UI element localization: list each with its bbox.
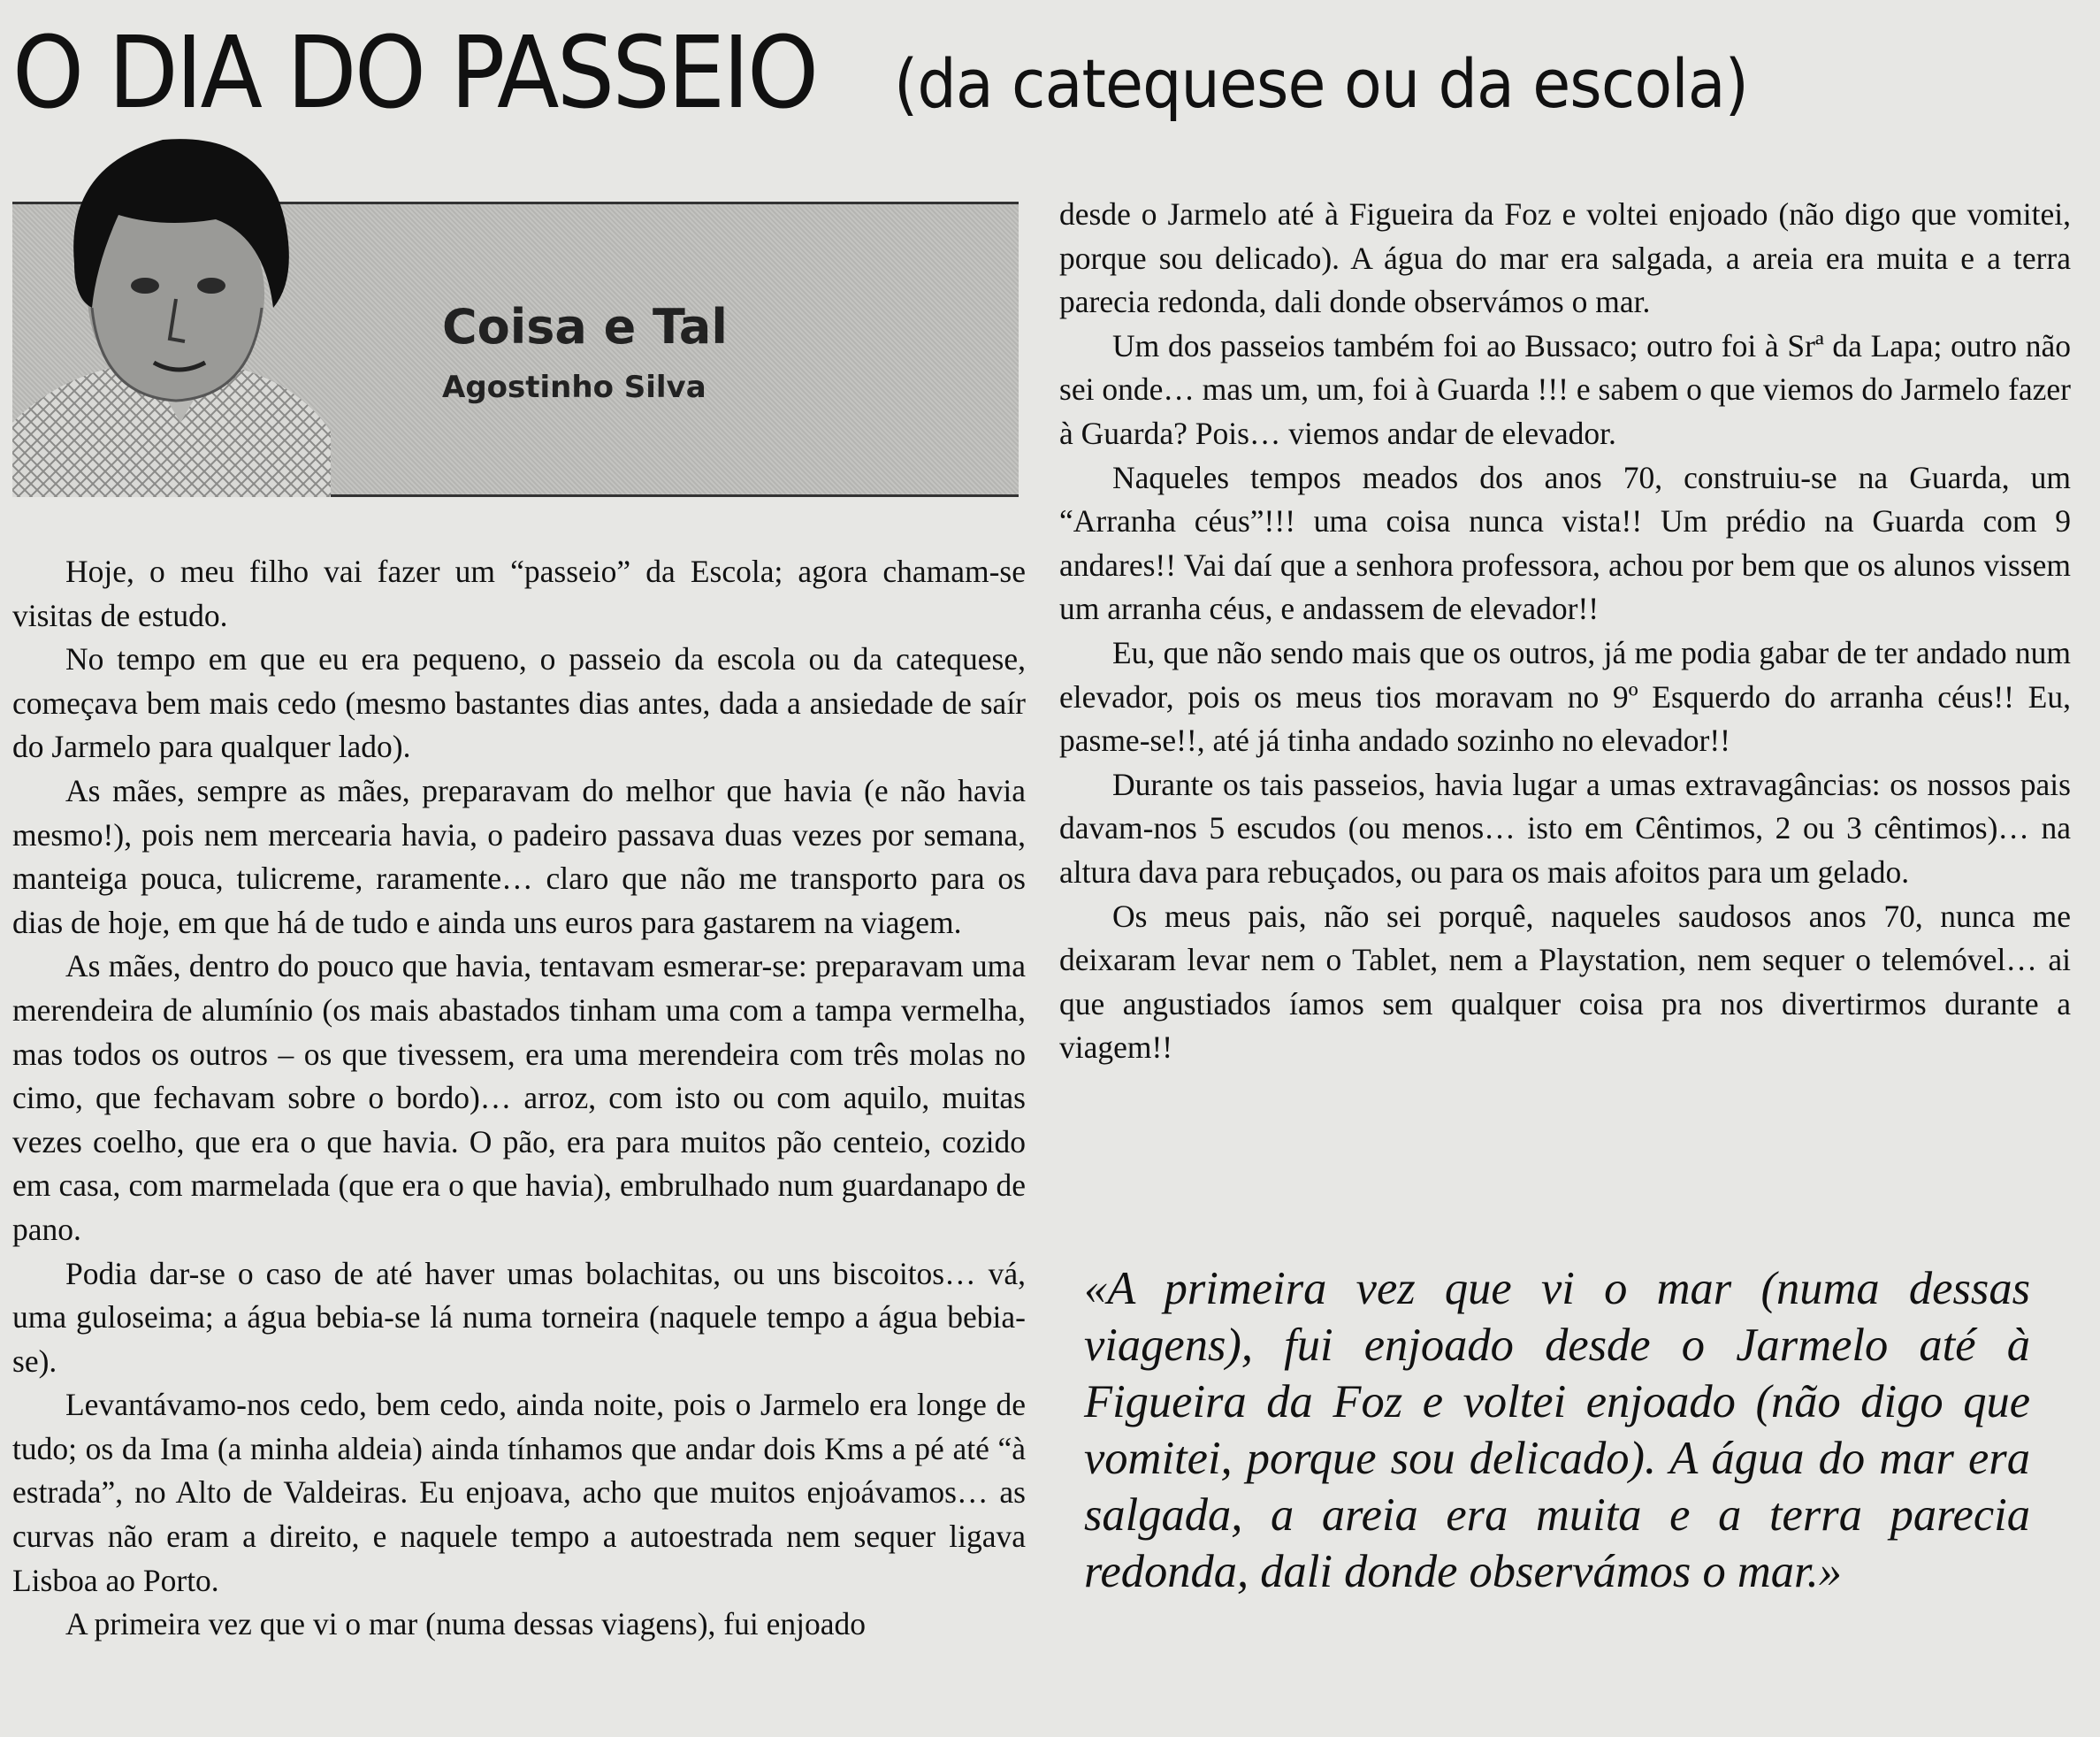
paragraph: Um dos passeios também foi ao Bussaco; outro foi à Srª da Lapa; outro não sei onde… mas um, um, foi à Guarda !!! e sabem o que viemos do Jarmelo fazer à Guarda? Pois… viemos andar de elevador. xyxy=(1059,327,2071,451)
paragraph: Levantávamo-nos cedo, bem cedo, ainda noite, pois o Jarmelo era longe de tudo; os da Ima (a minha aldeia) ainda tínhamos que andar dois Kms a pé até “à estrada”, no Alto de Valdeiras. Eu enjoava, acho que muitos enjoávamos… as curvas não eram a direito, e naquele tempo a autoestrada nem sequer ligava Lisboa ao Porto. xyxy=(12,1387,1026,1598)
article-left-column xyxy=(12,550,1026,1647)
headline-main: O DIA DO PASSEIO xyxy=(12,16,817,131)
headline-subtitle: (da catequese ou da escola) xyxy=(894,44,1749,123)
paragraph: Hoje, o meu filho vai fazer um “passeio” da Escola; agora chamam-se visitas de estudo. xyxy=(12,554,1026,633)
headline xyxy=(12,16,2099,131)
paragraph: A primeira vez que vi o mar (numa dessas viagens), fui enjoado xyxy=(65,1606,866,1642)
column-title: Coisa e Tal xyxy=(442,299,728,355)
paragraph: Durante os tais passeios, havia lugar a umas extravagâncias: os nossos pais davam-nos 5 escudos (ou menos… isto em Cêntimos, 2 ou 3 cêntimos)… na altura dava para rebuçados, ou para os mais afoitos para um gelado. xyxy=(1059,766,2071,890)
paragraph: Podia dar-se o caso de até haver umas bolachitas, ou uns biscoitos… vá, uma guloseima; a água bebia-se lá numa torneira (naquele tempo a água bebia-se). xyxy=(12,1255,1026,1379)
article-right-column xyxy=(1059,193,2071,1070)
paragraph: Os meus pais, não sei porquê, naqueles saudosos anos 70, nunca me deixaram levar nem o Tablet, nem a Playstation, nem sequer o telemóvel… ai que angustiados íamos sem qualquer coisa pra nos divertirmos durante a viagem!! xyxy=(1059,898,2071,1066)
paragraph: As mães, sempre as mães, preparavam do melhor que havia (e não havia mesmo!), pois nem mercearia havia, o padeiro passava duas vezes por semana, manteiga pouca, tulicreme, raramente… claro que não me transporto para os dias de hoje, em que há de tudo e ainda uns euros para gastarem na viagem. xyxy=(12,772,1026,940)
paragraph: Naqueles tempos meados dos anos 70, construiu-se na Guarda, um “Arranha céus”!!! uma coisa nunca vista!! Um prédio na Guarda com 9 andares!! Vai daí que a senhora professora, achou por bem que os alunos vissem um arranha céus, e andassem de elevador!! xyxy=(1059,459,2071,627)
paragraph: No tempo em que eu era pequeno, o passeio da escola ou da catequese, começava bem mais cedo (mesmo bastantes dias antes, dada a ansiedade de saír do Jarmelo para qualquer lado). xyxy=(12,641,1026,765)
portrait-photo-icon xyxy=(12,131,331,497)
column-author: Agostinho Silva xyxy=(442,370,706,405)
pull-quote: «A primeira vez que vi o mar (numa dessas viagens), fui enjoado desde o Jarmelo até à Figueira da Foz e voltei enjoado (não digo que vomitei, porque sou delicado). A água do mar era salgada, a areia era muita e a terra parecia redonda, dali donde observámos o mar.» xyxy=(1084,1263,2030,1597)
paragraph: Eu, que não sendo mais que os outros, já me podia gabar de ter andado num elevador, pois os meus tios moravam no 9º Esquerdo do arranha céus!! Eu, pasme-se!!, até já tinha andado sozinho no elevador!! xyxy=(1059,634,2071,759)
paragraph: As mães, dentro do pouco que havia, tentavam esmerar-se: preparavam uma merendeira de alumínio (os mais abastados tinham uma com a tampa vermelha, mas todos os outros – os que tivessem, era uma merendeira com três molas no cimo, que fechavam sobre o bordo)… arroz, com isto ou com aquilo, muitas vezes coelho, que era o que havia. O pão, era para muitos pão centeio, cozido em casa, com marmelada (que era o que havia), embrulhado num guardanapo de pano. xyxy=(12,948,1026,1247)
paragraph: desde o Jarmelo até à Figueira da Foz e voltei enjoado (não digo que vomitei, porque sou delicado). A água do mar era salgada, a areia era muita e a terra parecia redonda, dali donde observámos o mar. xyxy=(1059,196,2071,320)
